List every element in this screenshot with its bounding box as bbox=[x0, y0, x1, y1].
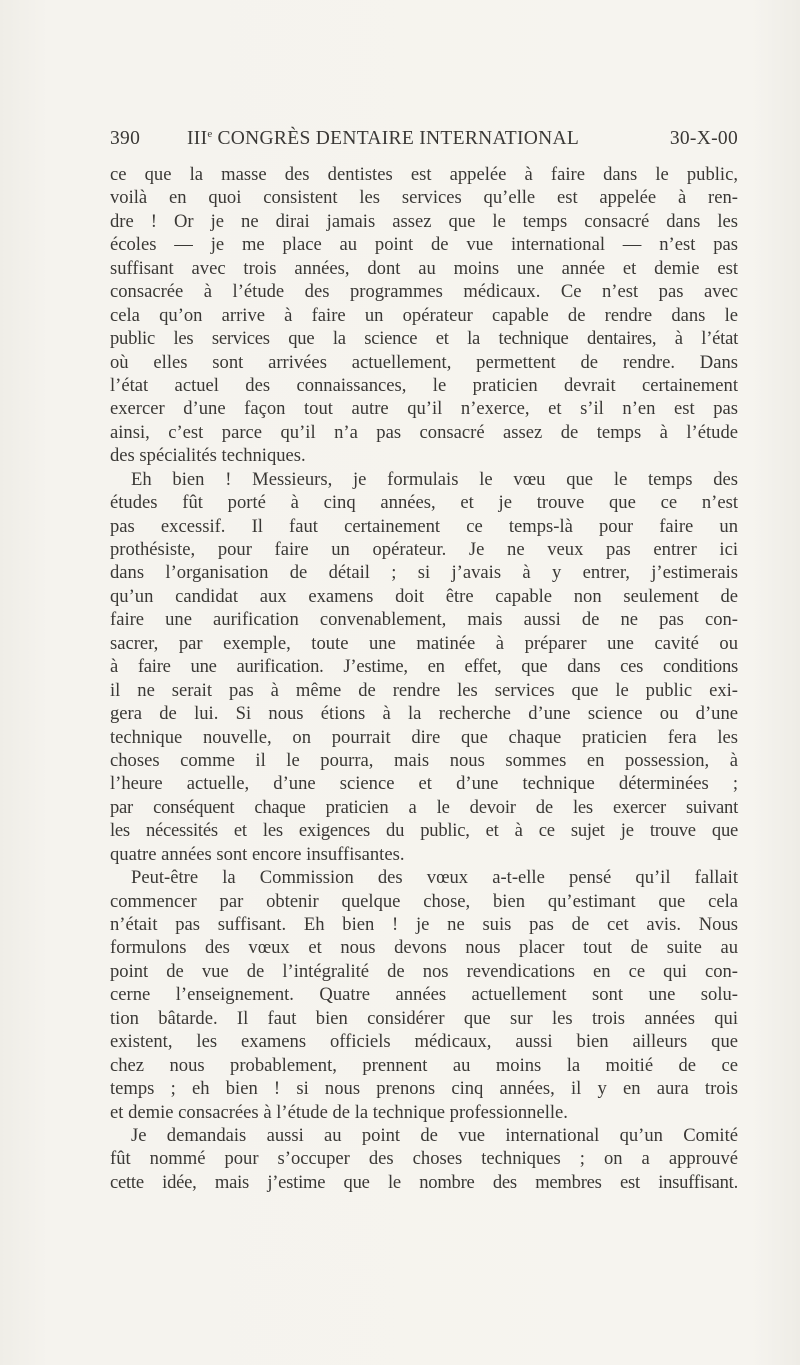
text-line: prothésiste, pour faire un opérateur. Je ne veux pas entrer ici bbox=[110, 539, 738, 560]
text-line: Eh bien ! Messieurs, je formulais le vœu que le temps des bbox=[131, 468, 738, 490]
text-line: suffisant avec trois années, dont au moins une année et demie est bbox=[110, 257, 738, 279]
text-line: il ne serait pas à même de rendre les services que le public exi- bbox=[110, 679, 738, 701]
text-line: des spécialités techniques. bbox=[110, 445, 306, 467]
text-line: faire une aurification convenablement, mais aussi de ne pas con- bbox=[110, 609, 738, 631]
text-line: cette idée, mais j’estime que le nombre des membres est insuffisant. bbox=[110, 1171, 738, 1193]
running-title-text: CONGRÈS DENTAIRE INTERNATIONAL bbox=[217, 128, 580, 149]
text-line: ainsi, c’est parce qu’il n’a pas consacré assez de temps à l’étude bbox=[110, 421, 738, 443]
text-line: exercer d’une façon tout autre qu’il n’exerce, et s’il n’en est pas bbox=[110, 398, 738, 420]
text-line: écoles — je me place au point de vue international — n’est pas bbox=[110, 234, 738, 256]
running-title bbox=[187, 128, 579, 150]
text-line: Je demandais aussi au point de vue international qu’un Comité bbox=[131, 1124, 738, 1146]
text-line: chez nous probablement, prennent au moins la moitié de ce bbox=[110, 1054, 738, 1076]
text-line: tion bâtarde. Il faut bien considérer que sur les trois années qui bbox=[110, 1007, 738, 1029]
text-line: technique nouvelle, on pourrait dire que chaque praticien fera les bbox=[110, 726, 738, 748]
page-number: 390 bbox=[110, 128, 141, 149]
text-line: l’heure actuelle, d’une science et d’une technique déterminées ; bbox=[110, 773, 738, 795]
text-line: à faire une aurification. J’estime, en effet, que dans ces conditions bbox=[110, 656, 738, 678]
text-line: et demie consacrées à l’étude de la technique professionnelle. bbox=[110, 1101, 568, 1123]
text-line: ce que la masse des dentistes est appelée à faire dans le public, bbox=[110, 164, 738, 185]
text-line: commencer par obtenir quelque chose, bien qu’estimant que cela bbox=[110, 890, 738, 912]
running-title-prefix: III bbox=[187, 128, 208, 149]
running-header bbox=[110, 128, 738, 156]
text-line: existent, les examens officiels médicaux, aussi bien ailleurs que bbox=[110, 1031, 738, 1053]
text-line: où elles sont arrivées actuellement, permettent de rendre. Dans bbox=[110, 351, 738, 373]
text-line: par conséquent chaque praticien a le devoir de les exercer suivant bbox=[110, 796, 738, 818]
text-line: qu’un candidat aux examens doit être capable non seulement de bbox=[110, 585, 738, 607]
text-line: temps ; eh bien ! si nous prenons cinq années, il y en aura trois bbox=[110, 1078, 738, 1100]
text-line: pas excessif. Il faut certainement ce temps-là pour faire un bbox=[110, 515, 738, 537]
text-line: dans l’organisation de détail ; si j’avais à y entrer, j’estimerais bbox=[110, 562, 738, 584]
text-line: dre ! Or je ne dirai jamais assez que le temps consacré dans les bbox=[110, 210, 738, 232]
text-line: études fût porté à cinq années, et je trouve que ce n’est bbox=[110, 492, 738, 514]
text-line: choses comme il le pourra, mais nous sommes en possession, à bbox=[110, 749, 738, 771]
text-line: fût nommé pour s’occuper des choses techniques ; on a approuvé bbox=[110, 1148, 738, 1170]
header-date: 30-X-00 bbox=[669, 128, 738, 149]
text-line: public les services que la science et la technique dentaires, à l’état bbox=[110, 328, 738, 350]
text-line: l’état actuel des connaissances, le praticien devrait certainement bbox=[110, 374, 738, 396]
text-line: gera de lui. Si nous étions à la recherche d’une science ou d’une bbox=[110, 703, 738, 725]
text-line: n’était pas suffisant. Eh bien ! je ne suis pas de cet avis. Nous bbox=[110, 914, 738, 935]
text-line: les nécessités et les exigences du public, et à ce sujet je trouve que bbox=[110, 820, 738, 842]
text-line: point de vue de l’intégralité de nos revendications en ce qui con- bbox=[110, 960, 738, 982]
text-line: voilà en quoi consistent les services qu’elle est appelée à ren- bbox=[110, 187, 738, 209]
text-line: quatre années sont encore insuffisantes. bbox=[110, 843, 405, 865]
text-line: cerne l’enseignement. Quatre années actuellement sont une solu- bbox=[110, 984, 738, 1006]
text-line: formulons des vœux et nous devons nous placer tout de suite au bbox=[110, 937, 738, 959]
text-line: consacrée à l’étude des programmes médicaux. Ce n’est pas avec bbox=[110, 281, 738, 303]
text-line: cela qu’on arrive à faire un opérateur capable de rendre dans le bbox=[110, 304, 738, 326]
text-line: Peut-être la Commission des vœux a-t-elle pensé qu’il fallait bbox=[131, 867, 738, 889]
body-text bbox=[110, 163, 738, 1194]
text-line: sacrer, par exemple, toute une matinée à préparer une cavité ou bbox=[110, 632, 738, 654]
running-title-superscript: e bbox=[207, 128, 213, 140]
